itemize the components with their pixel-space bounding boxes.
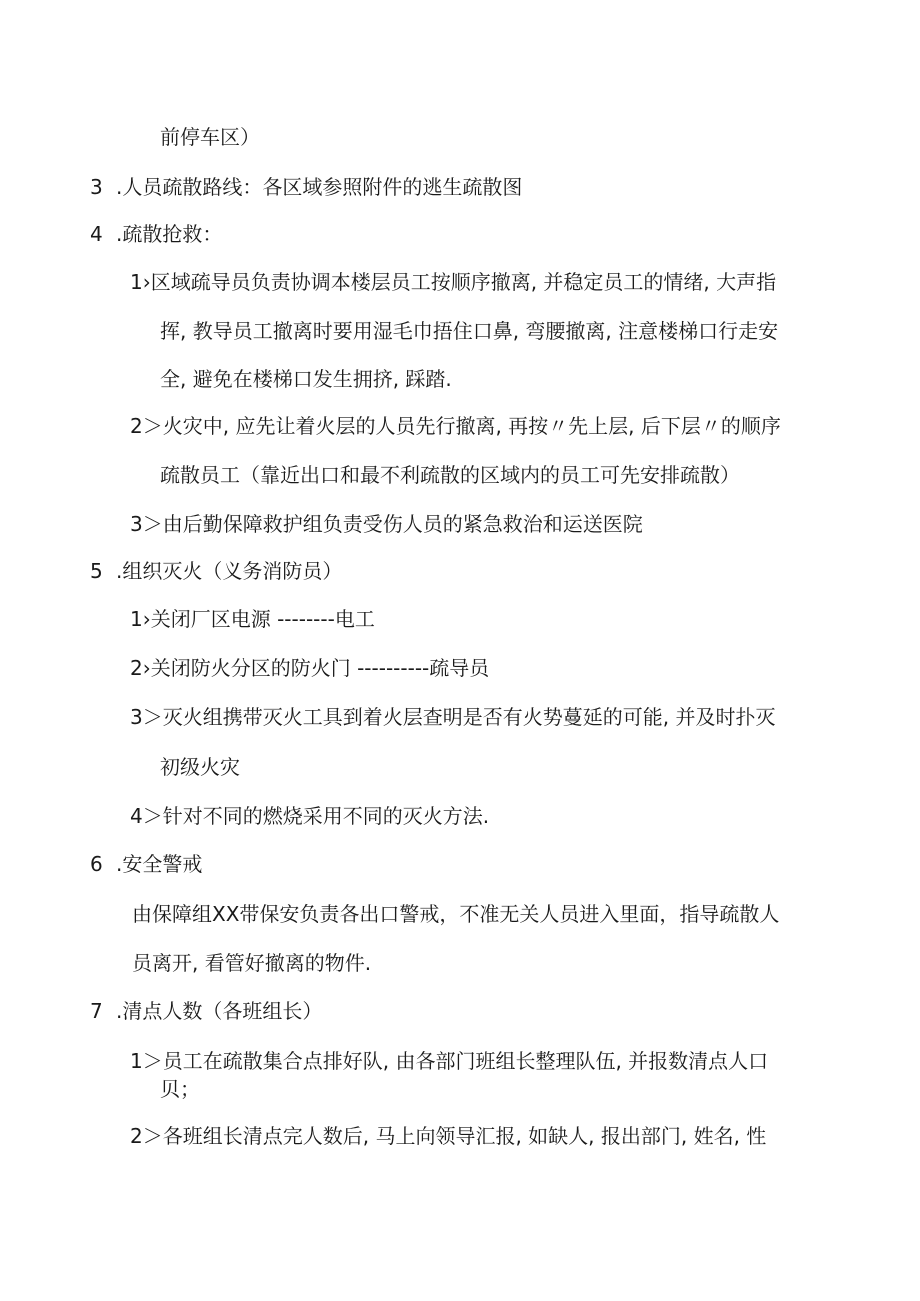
section-7-item-1-line-2: 贝；: [160, 1077, 200, 1101]
section-6-line-1: 由保障组XX带保安负责各出口警戒，不准无关人员进入里面，指导疏散人: [132, 902, 780, 926]
section-6-heading: [90, 851, 202, 877]
section-5-title: .组织灭火（义务消防员）: [116, 559, 343, 583]
section-7-number: 7: [90, 999, 103, 1023]
section-4-title: .疏散抢救：: [116, 222, 223, 246]
section-5-heading: [90, 558, 342, 584]
section-3-number: 3: [90, 175, 103, 199]
section-4-item-2-line-1: 2＞火灾中, 应先让着火层的人员先行撤离, 再按〃先上层, 后下层〃的顺序: [130, 414, 781, 438]
section-7-item-1-line-1: 1＞员工在疏散集合点排好队, 由各部门班组长整理队伍, 并报数清点人口: [130, 1049, 769, 1073]
section-4-item-3-line-1: 3＞由后勤保障救护组负责受伤人员的紧急救治和运送医院: [130, 512, 643, 536]
section-3-heading: [90, 174, 522, 200]
section-5-item-1-line-1: 1›关闭厂区电源 --------电工: [130, 607, 375, 631]
section-4-item-2-line-2: 疏散员工（靠近出口和最不利疏散的区域内的员工可先安排疏散）: [160, 463, 740, 487]
section-3-title: .人员疏散路线：各区域参照附件的逃生疏散图: [116, 175, 523, 199]
section-4-item-1-line-3: 全, 避免在楼梯口发生拥挤, 踩踏.: [160, 367, 452, 391]
section-6-number: 6: [90, 852, 103, 876]
section-5-number: 5: [90, 559, 103, 583]
intro-continuation: 前停车区）: [160, 125, 260, 149]
section-6-title: .安全警戒: [116, 852, 203, 876]
section-5-item-3-line-2: 初级火灾: [160, 755, 240, 779]
section-6-line-2: 员离开, 看管好撤离的物件.: [132, 951, 372, 975]
section-7-item-2-line-1: 2＞各班组长清点完人数后, 马上向领导汇报, 如缺人, 报出部门, 姓名, 性: [130, 1124, 767, 1148]
section-7-title: .清点人数（各班组长）: [116, 999, 323, 1023]
section-4-item-1-line-2: 挥, 教导员工撤离时要用湿毛巾捂住口鼻, 弯腰撤离, 注意楼梯口行走安: [160, 319, 779, 343]
section-4-heading: [90, 221, 222, 247]
section-5-item-3-line-1: 3＞灭火组携带灭火工具到着火层查明是否有火势蔓延的可能, 并及时扑灭: [130, 705, 776, 729]
section-5-item-2-line-1: 2›关闭防火分区的防火门 ----------疏导员: [130, 656, 490, 680]
section-7-heading: [90, 998, 322, 1024]
section-4-number: 4: [90, 222, 103, 246]
section-4-item-1-line-1: 1›区域疏导员负责协调本楼层员工按顺序撤离, 并稳定员工的情绪, 大声指: [130, 270, 777, 294]
section-5-item-4-line-1: 4＞针对不同的燃烧采用不同的灭火方法.: [130, 804, 490, 828]
